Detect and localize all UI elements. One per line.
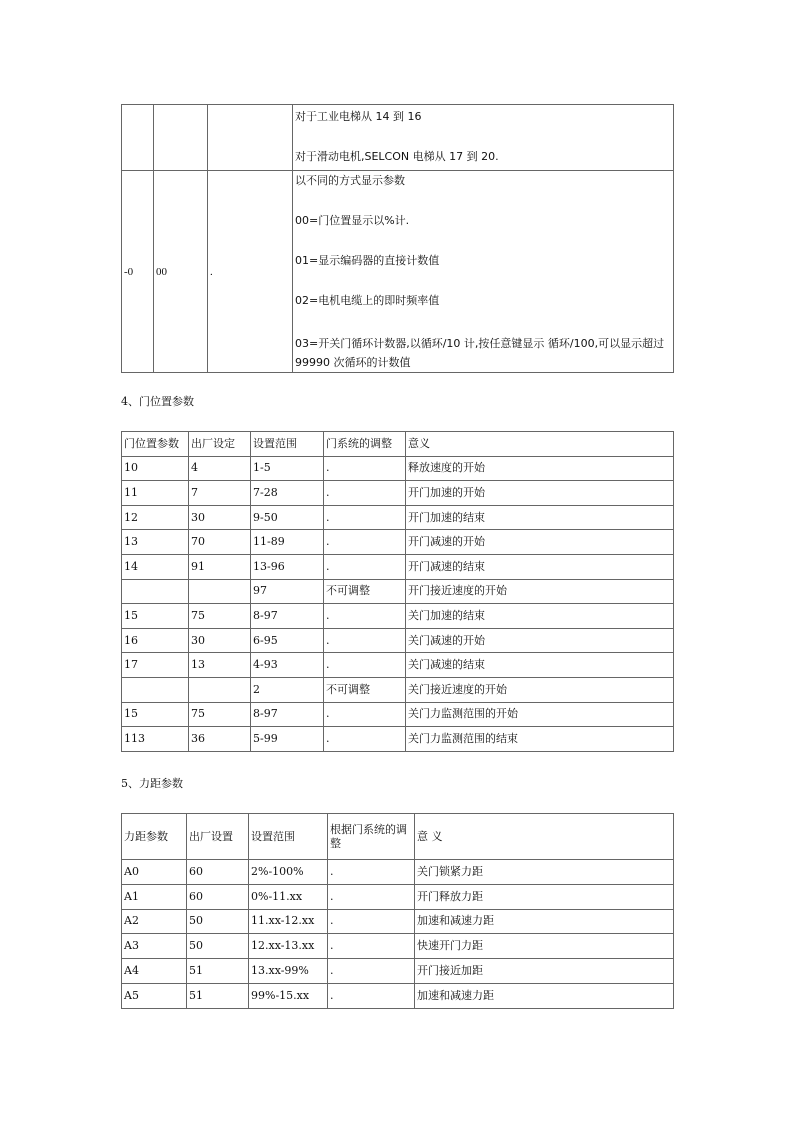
description-line: 00=门位置显示以%计. [295,214,410,227]
table-cell: . [328,934,415,959]
table-cell: 4-93 [251,653,324,678]
table-cell: 60 [187,860,249,885]
table-row [122,727,674,752]
table-cell: 12 [122,505,189,530]
table-cell: 关门接近速度的开始 [406,677,674,702]
table-cell: 关门力监测范围的结束 [406,727,674,752]
table-cell: . [324,505,406,530]
table-cell: 13-96 [251,554,324,579]
column-header: 门系统的调整 [324,432,406,457]
table-cell: . [324,628,406,653]
table-cell: 12.xx-13.xx [249,934,328,959]
table-cell: 释放速度的开始 [406,456,674,481]
table-row [122,105,674,171]
table-cell: 70 [189,530,251,555]
table-cell: 8-97 [251,702,324,727]
table-cell: 0%-11.xx [249,884,328,909]
parameter-table-continued [121,104,674,373]
column-header: 出厂设置 [187,814,249,860]
column-header: 门位置参数 [122,432,189,457]
table-cell: . [328,983,415,1008]
column-header: 力距参数 [122,814,187,860]
column-header: 根据门系统的调整 [328,814,415,860]
table-cell: 1-5 [251,456,324,481]
table-cell: 开门加速的开始 [406,481,674,506]
table-row [122,677,674,702]
table-cell: 关门加速的结束 [406,604,674,629]
column-header: 设置范围 [249,814,328,860]
table-cell: . [324,554,406,579]
table-cell: 15 [122,604,189,629]
table-row [122,959,674,984]
table-row [122,505,674,530]
table-cell: 00 [154,171,208,373]
column-header: 出厂设定 [189,432,251,457]
table-cell: 14 [122,554,189,579]
table-cell: 91 [189,554,251,579]
table-cell: 50 [187,934,249,959]
table-cell: 加速和减速力距 [415,983,674,1008]
table-cell: 36 [189,727,251,752]
table-row [122,481,674,506]
table-cell [208,105,293,171]
table-cell: A3 [122,934,187,959]
table-cell: 开门减速的结束 [406,554,674,579]
table-cell: 60 [187,884,249,909]
table-cell: 关门锁紧力距 [415,860,674,885]
table-cell: . [324,702,406,727]
table-row [122,983,674,1008]
table-cell: 11.xx-12.xx [249,909,328,934]
column-header: 设置范围 [251,432,324,457]
table-cell: 开门接近加距 [415,959,674,984]
table-cell: 关门力监测范围的开始 [406,702,674,727]
table-cell: A1 [122,884,187,909]
description-line: 02=电机电缆上的即时频率值 [295,294,440,307]
table-row [122,884,674,909]
table-cell: 开门接近速度的开始 [406,579,674,604]
table-cell [293,171,674,373]
table-cell: 开门加速的结束 [406,505,674,530]
column-header: 意义 [406,432,674,457]
table-cell: 113 [122,727,189,752]
table-cell: A5 [122,983,187,1008]
table-cell: . [328,959,415,984]
table-cell: 30 [189,505,251,530]
description-line: 03=开关门循环计数器,以循环/10 计,按任意键显示 循环/100,可以显示超过 99990 次循环的计数值 [295,337,665,369]
table-cell [154,105,208,171]
table-cell: 13 [122,530,189,555]
table-cell: 16 [122,628,189,653]
table-cell: 15 [122,702,189,727]
table-cell: 关门减速的开始 [406,628,674,653]
table-cell: 开门减速的开始 [406,530,674,555]
table-cell: . [324,456,406,481]
table-cell: . [328,884,415,909]
table-row [122,171,674,373]
table-cell: . [324,604,406,629]
table-cell: . [328,909,415,934]
table-cell: 75 [189,604,251,629]
table-cell: 17 [122,653,189,678]
table-cell: 30 [189,628,251,653]
table-cell: 2 [251,677,324,702]
table-cell: 加速和减速力距 [415,909,674,934]
table-cell: 13 [189,653,251,678]
table-row [122,628,674,653]
section-heading-door-position: 4、门位置参数 [121,395,194,408]
table-cell: -0 [122,171,154,373]
table-cell: 不可调整 [324,677,406,702]
table-cell: 开门释放力距 [415,884,674,909]
table-cell: 75 [189,702,251,727]
table-cell: 快速开门力距 [415,934,674,959]
table-cell: 8-97 [251,604,324,629]
table-header-row [122,432,674,457]
table-cell [189,579,251,604]
table-cell: A4 [122,959,187,984]
table-row [122,579,674,604]
table-cell: 50 [187,909,249,934]
table-cell: 4 [189,456,251,481]
table-cell [122,105,154,171]
table-cell [293,105,674,171]
description-line: 对于滑动电机,SELCON 电梯从 17 到 20. [295,150,499,163]
table-cell: 51 [187,959,249,984]
table-cell: 13.xx-99% [249,959,328,984]
table-row [122,653,674,678]
description-line: 以不同的方式显示参数 [295,174,405,187]
table-cell: 关门减速的结束 [406,653,674,678]
table-row [122,456,674,481]
table-cell: 97 [251,579,324,604]
table-cell: . [324,727,406,752]
table-cell: 10 [122,456,189,481]
table-cell: . [324,481,406,506]
column-header: 意 义 [415,814,674,860]
table-cell: 7 [189,481,251,506]
table-cell [122,579,189,604]
table-cell: 2%-100% [249,860,328,885]
table-cell: 不可调整 [324,579,406,604]
table-row [122,934,674,959]
table-cell: A0 [122,860,187,885]
table-cell: 7-28 [251,481,324,506]
table-cell: 51 [187,983,249,1008]
table-cell: . [324,530,406,555]
table-row [122,909,674,934]
table-row [122,554,674,579]
table-cell: . [324,653,406,678]
table-cell [122,677,189,702]
table-row [122,702,674,727]
section-heading-torque: 5、力距参数 [121,777,183,790]
table-cell: 5-99 [251,727,324,752]
table-row [122,604,674,629]
table-cell: 11-89 [251,530,324,555]
table-header-row [122,814,674,860]
door-position-parameter-table [121,431,674,752]
table-cell [189,677,251,702]
table-cell: 99%-15.xx [249,983,328,1008]
table-cell: A2 [122,909,187,934]
table-cell: . [328,860,415,885]
table-cell: 11 [122,481,189,506]
description-line: 01=显示编码器的直接计数值 [295,254,440,267]
table-row [122,860,674,885]
torque-parameter-table [121,813,674,1009]
table-cell: . [208,171,293,373]
table-row [122,530,674,555]
table-cell: 6-95 [251,628,324,653]
table-cell: 9-50 [251,505,324,530]
description-line: 对于工业电梯从 14 到 16 [295,110,422,123]
